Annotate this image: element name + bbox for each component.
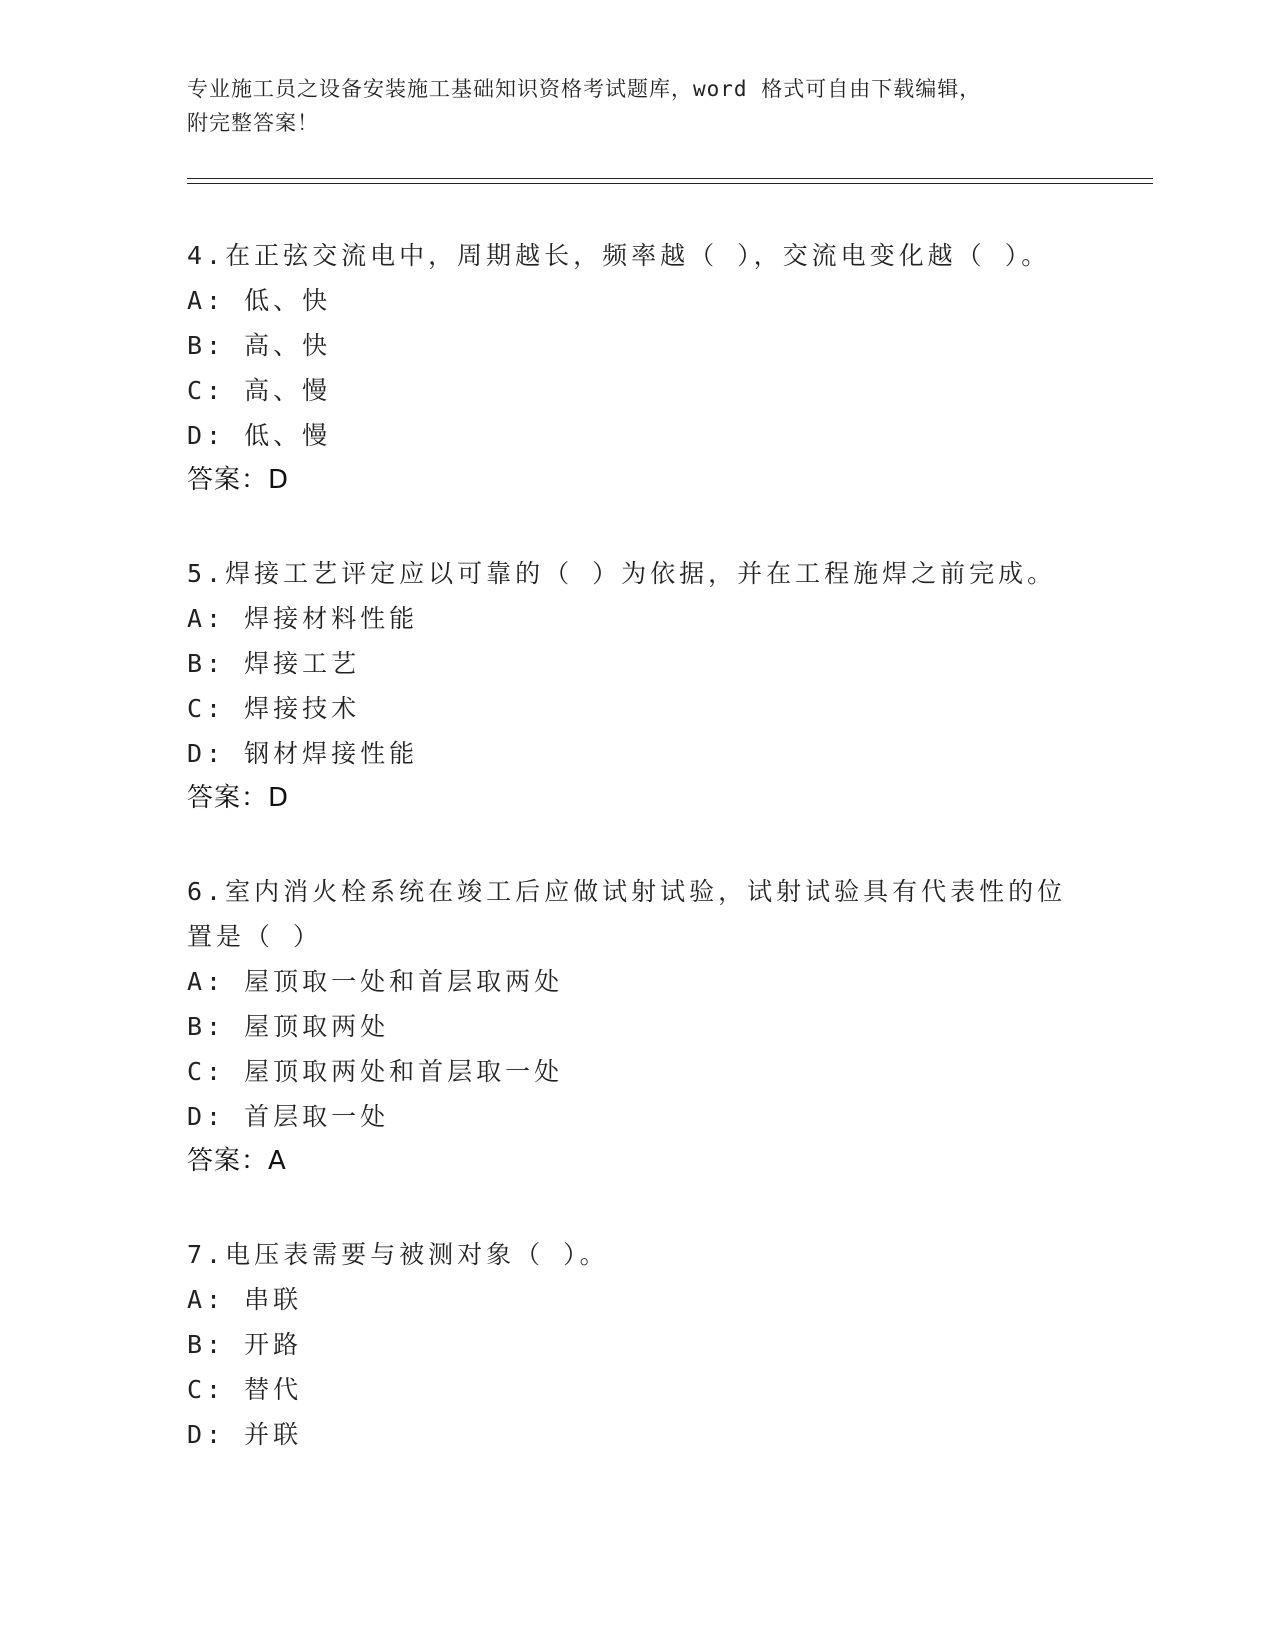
question-6: [187, 869, 1067, 1184]
option-c: C: 替代: [187, 1375, 303, 1404]
option-d: D: 并联: [187, 1420, 303, 1449]
header-divider-bottom: [187, 183, 1153, 184]
option-a: A: 焊接材料性能: [187, 604, 419, 633]
answer: 答案：D: [187, 783, 290, 813]
question-stem: 4.在正弦交流电中，周期越长，频率越（ ），交流电变化越（ ）。: [187, 241, 1051, 270]
option-d: D: 低、慢: [187, 421, 332, 450]
question-stem-line-1: 6.室内消火栓系统在竣工后应做试射试验，试射试验具有代表性的位: [187, 877, 1067, 906]
question-7: [187, 1232, 1067, 1457]
question-5: [187, 551, 1067, 821]
option-b: B: 高、快: [187, 331, 332, 360]
option-c: C: 屋顶取两处和首层取一处: [187, 1057, 564, 1086]
option-d: D: 钢材焊接性能: [187, 739, 419, 768]
option-a: A: 低、快: [187, 286, 332, 315]
header-line-1: 专业施工员之设备安装施工基础知识资格考试题库，word 格式可自由下载编辑，: [187, 77, 982, 101]
document-page: [187, 0, 1147, 1650]
option-a: A: 串联: [187, 1285, 303, 1314]
question-stem: 7.电压表需要与被测对象（ ）。: [187, 1240, 609, 1269]
question-stem: 5.焊接工艺评定应以可靠的（ ）为依据，并在工程施焊之前完成。: [187, 559, 1057, 588]
option-a: A: 屋顶取一处和首层取两处: [187, 967, 564, 996]
option-b: B: 屋顶取两处: [187, 1012, 390, 1041]
option-c: C: 焊接技术: [187, 694, 361, 723]
option-b: B: 焊接工艺: [187, 649, 361, 678]
document-header: [187, 72, 1067, 140]
answer: 答案：D: [187, 465, 290, 495]
answer: 答案：A: [187, 1146, 287, 1176]
option-b: B: 开路: [187, 1330, 303, 1359]
option-c: C: 高、慢: [187, 376, 332, 405]
question-stem-line-2: 置是（ ）: [187, 922, 323, 951]
question-4: [187, 233, 1067, 503]
option-d: D: 首层取一处: [187, 1102, 390, 1131]
header-divider-top: [187, 178, 1153, 179]
header-line-2: 附完整答案！: [187, 111, 319, 135]
